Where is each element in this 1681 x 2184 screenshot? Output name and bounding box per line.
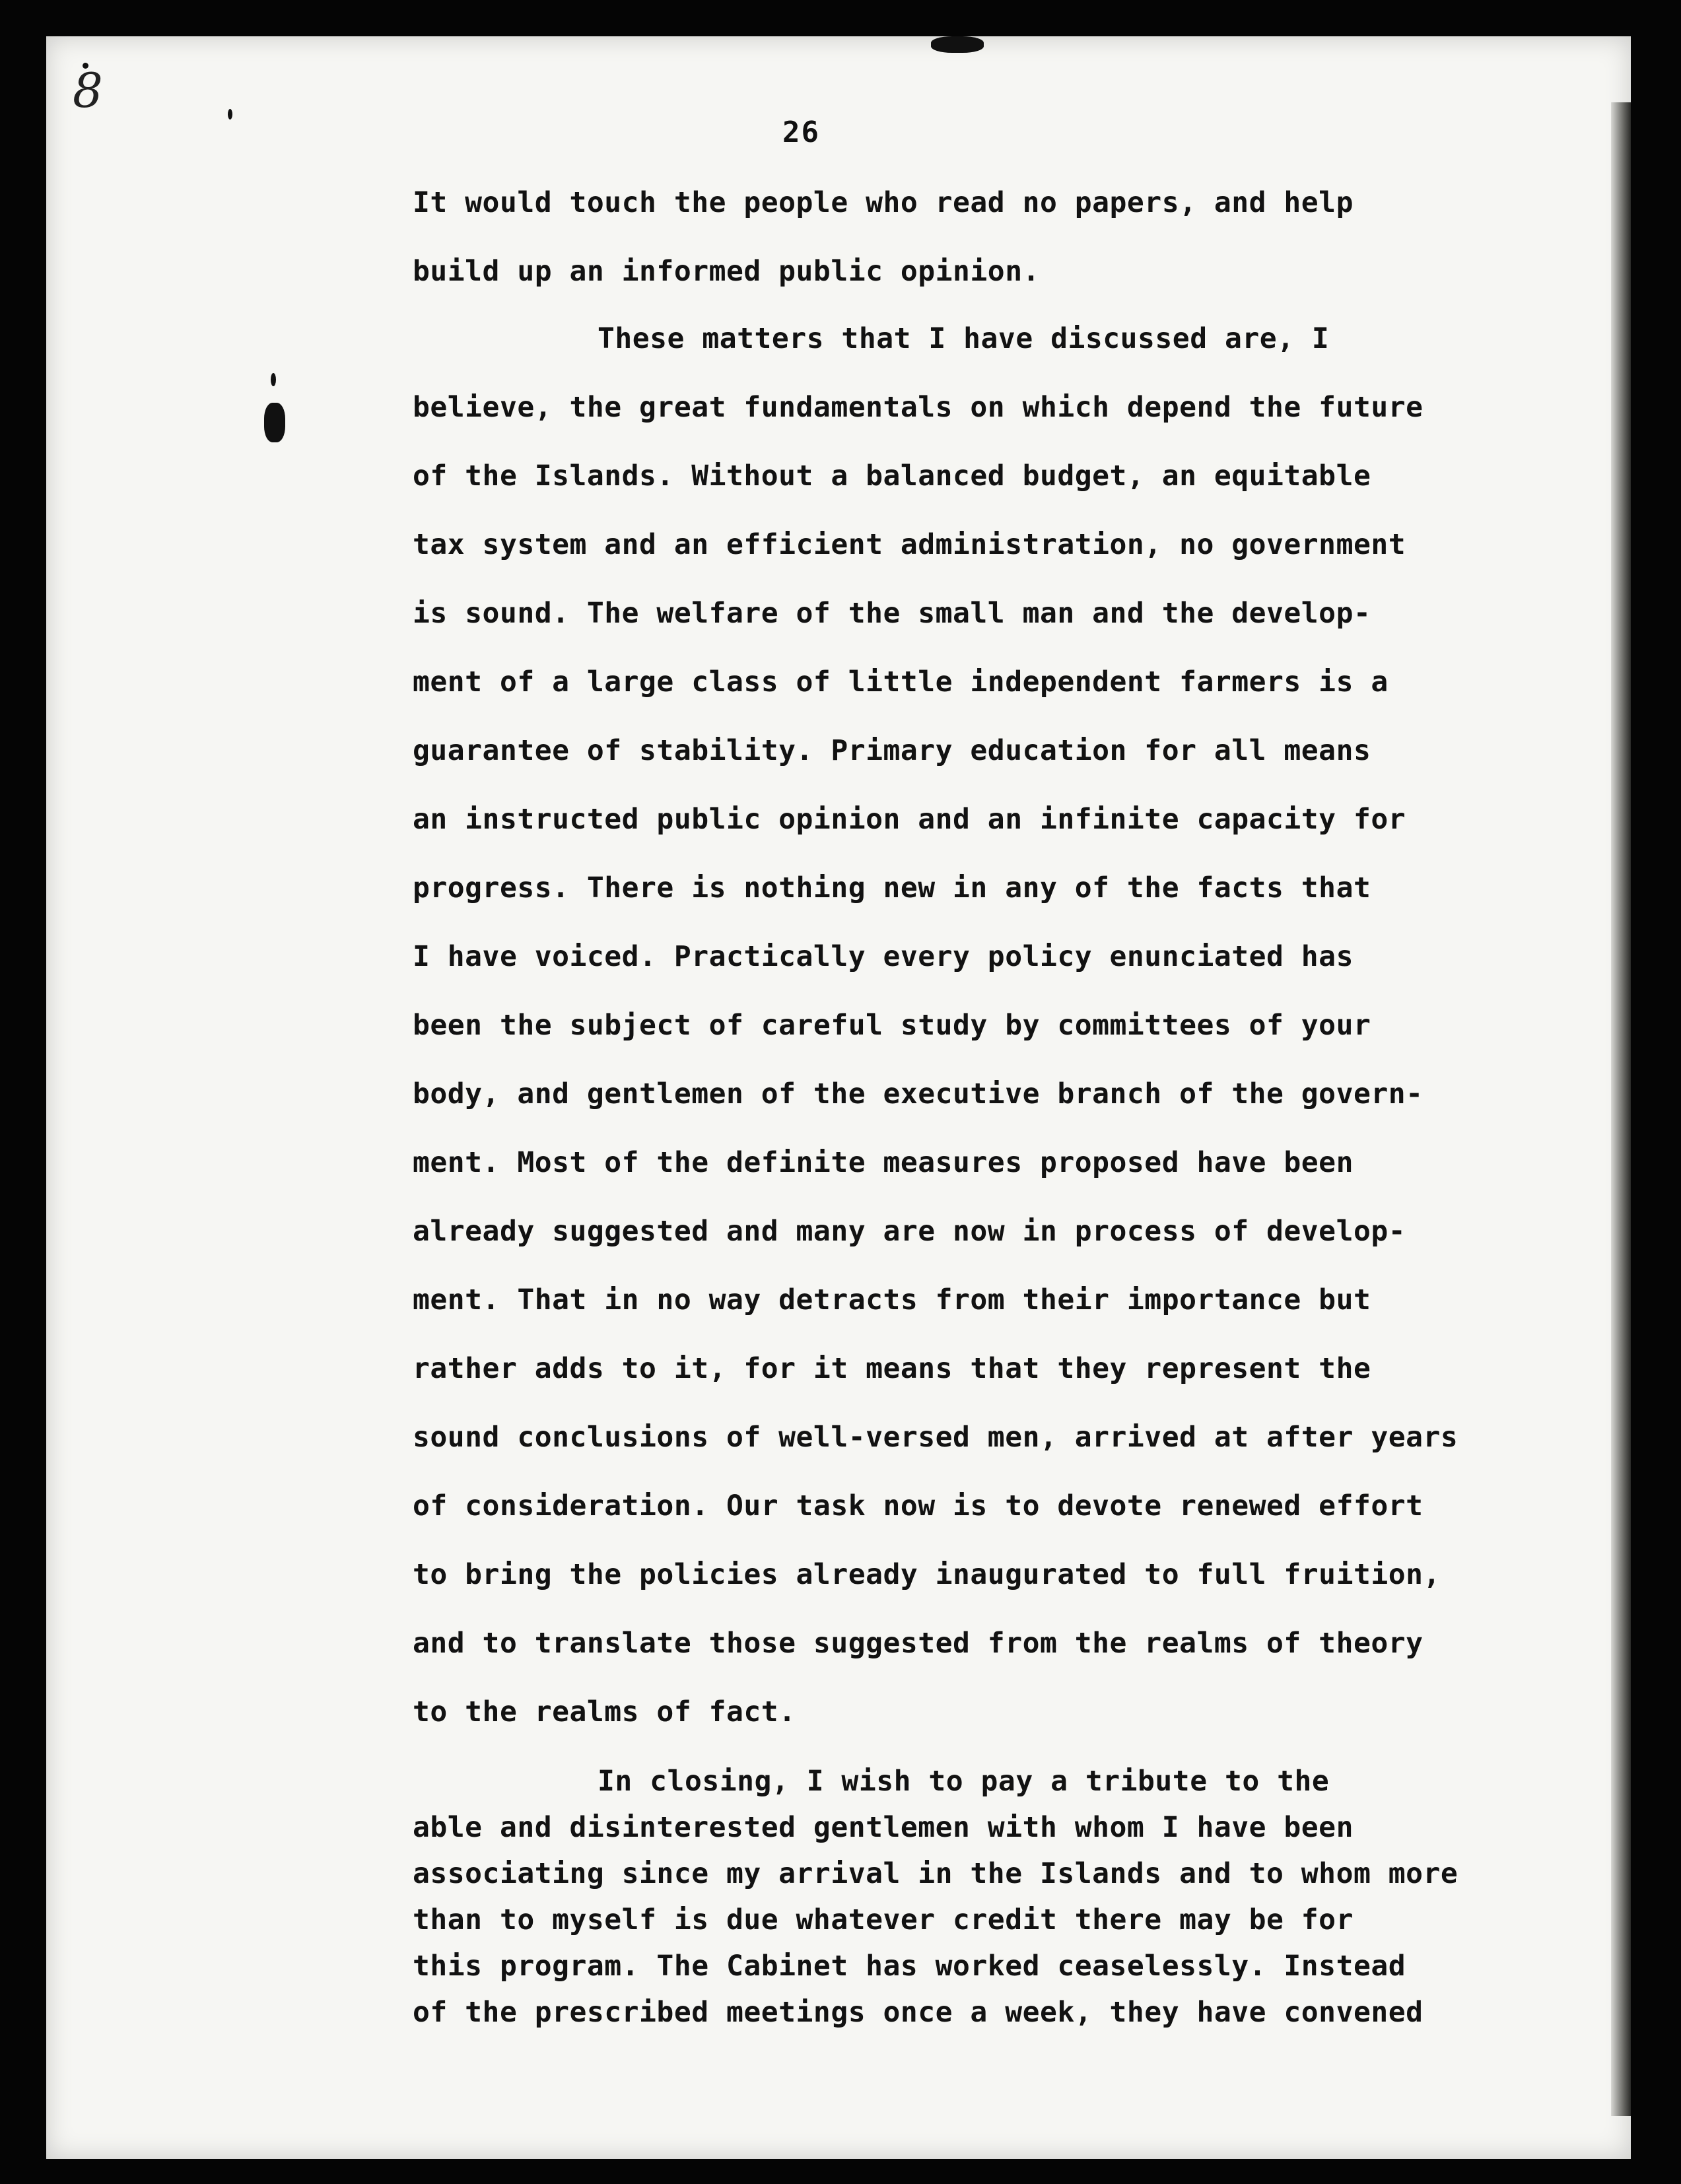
text-line: progress. There is nothing new in any of the facts that: [413, 871, 1371, 904]
text-line: and to translate those suggested from the realms of theory: [413, 1627, 1424, 1660]
paragraph-continuation: [413, 168, 1429, 306]
margin-note: 8: [73, 63, 103, 118]
text-line: been the subject of careful study by committees of your: [413, 1009, 1371, 1042]
text-line: this program. The Cabinet has worked ceaselessly. Instead: [413, 1950, 1406, 1983]
text-line: ment. That in no way detracts from their importance but: [413, 1283, 1371, 1316]
text-line: to the realms of fact.: [413, 1695, 796, 1728]
paragraph-fundamentals: [413, 304, 1458, 1746]
ink-blot: [264, 403, 285, 442]
text-line: sound conclusions of well-versed men, arrived at after years: [413, 1421, 1458, 1454]
text-line: These matters that I have discussed are, I: [598, 322, 1330, 355]
text-line: of the prescribed meetings once a week, they have convened: [413, 1996, 1424, 2029]
text-line: build up an informed public opinion.: [413, 255, 1040, 288]
text-line: I have voiced. Practically every policy enunciated has: [413, 940, 1354, 973]
text-line: associating since my arrival in the Islands and to whom more: [413, 1857, 1458, 1890]
text-line: to bring the policies already inaugurated to full fruition,: [413, 1558, 1441, 1591]
paragraph-closing: [413, 1758, 1458, 2035]
text-line: ment of a large class of little independent farmers is a: [413, 665, 1389, 699]
page-edge-shadow: [1611, 102, 1631, 2116]
text-line: able and disinterested gentlemen with whom I have been: [413, 1811, 1354, 1844]
text-line: an instructed public opinion and an infinite capacity for: [413, 803, 1406, 836]
text-line: of the Islands. Without a balanced budget, an equitable: [413, 460, 1371, 493]
text-line: It would touch the people who read no papers, and help: [413, 186, 1354, 219]
text-line: of consideration. Our task now is to devote renewed effort: [413, 1489, 1424, 1522]
text-line: is sound. The welfare of the small man and the develop-: [413, 597, 1371, 630]
text-line: tax system and an efficient administration, no government: [413, 528, 1406, 561]
text-line: guarantee of stability. Primary education for all means: [413, 734, 1371, 767]
text-line: ment. Most of the definite measures proposed have been: [413, 1146, 1354, 1179]
text-line: body, and gentlemen of the executive branch of the govern-: [413, 1077, 1424, 1110]
text-line: In closing, I wish to pay a tribute to the: [598, 1765, 1330, 1798]
page-number: 26: [782, 116, 820, 149]
text-line: already suggested and many are now in process of develop-: [413, 1215, 1406, 1248]
text-line: rather adds to it, for it means that they represent the: [413, 1352, 1371, 1385]
text-line: than to myself is due whatever credit there may be for: [413, 1903, 1354, 1936]
ink-blot: [931, 36, 984, 53]
text-line: believe, the great fundamentals on which depend the future: [413, 391, 1424, 424]
dust-speck: [228, 109, 232, 119]
dust-speck: [271, 373, 276, 386]
